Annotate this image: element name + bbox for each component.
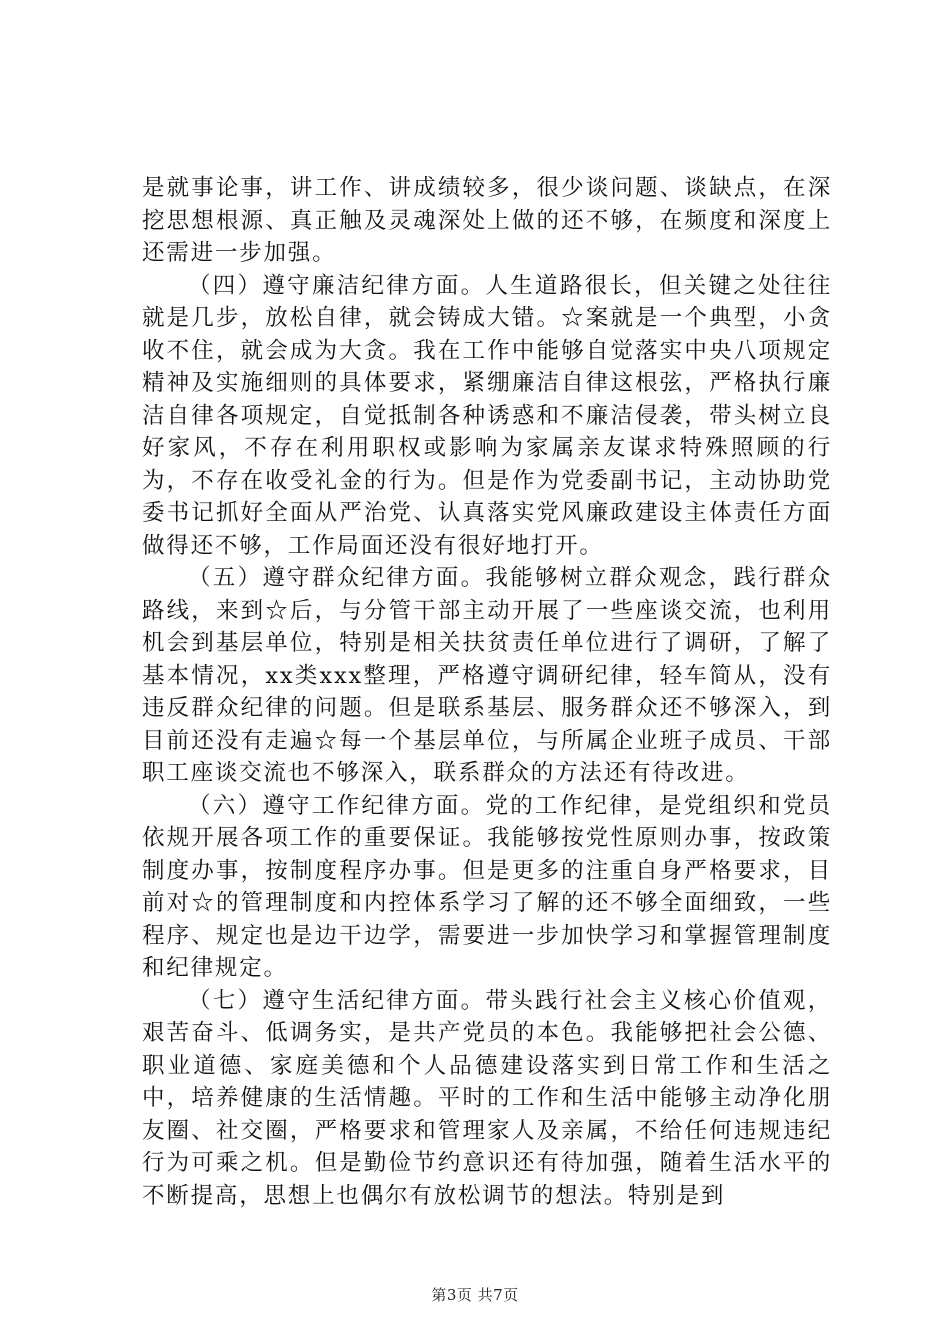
document-body	[142, 172, 832, 1212]
paragraph-continuation: 是就事论事，讲工作、讲成绩较多，很少谈问题、谈缺点，在深挖思想根源、真正触及灵魂深处上做的还不够，在频度和深度上还需进一步加强。	[142, 175, 832, 266]
paragraph-section-7: （七）遵守生活纪律方面。带头践行社会主义核心价值观，艰苦奋斗、低调务实，是共产党员的本色。我能够把社会公德、职业道德、家庭美德和个人品德建设落实到日常工作和生活之中，培养健康的生活情趣。平时的工作和生活中能够主动净化朋友圈、社交圈，严格要求和管理家人及亲属，不给任何违规违纪行为可乘之机。但是勤俭节约意识还有待加强，随着生活水平的不断提高，思想上也偶尔有放松调节的想法。特别是到	[142, 987, 832, 1209]
paragraph-section-4: （四）遵守廉洁纪律方面。人生道路很长，但关键之处往往就是几步，放松自律，就会铸成大错。☆案就是一个典型，小贪收不住，就会成为大贪。我在工作中能够自觉落实中央八项规定精神及实施细则的具体要求，紧绷廉洁自律这根弦，严格执行廉洁自律各项规定，自觉抵制各种诱惑和不廉洁侵袭，带头树立良好家风，不存在利用职权或影响为家属亲友谋求特殊照顾的行为，不存在收受礼金的行为。但是作为党委副书记，主动协助党委书记抓好全面从严治党、认真落实党风廉政建设主体责任方面做得还不够，工作局面还没有很好地打开。	[142, 272, 832, 559]
paragraph-section-6: （六）遵守工作纪律方面。党的工作纪律，是党组织和党员依规开展各项工作的重要保证。我能够按党性原则办事，按政策制度办事，按制度程序办事。但是更多的注重自身严格要求，目前对☆的管理制度和内控体系学习了解的还不够全面细致，一些程序、规定也是边干边学，需要进一步加快学习和掌握管理制度和纪律规定。	[142, 792, 832, 981]
page-number-footer: 第3页 共7页	[431, 1286, 519, 1304]
paragraph-section-5: （五）遵守群众纪律方面。我能够树立群众观念，践行群众路线，来到☆后，与分管干部主动开展了一些座谈交流，也利用机会到基层单位，特别是相关扶贫责任单位进行了调研，了解了基本情况，xx类xxx整理，严格遵守调研纪律，轻车简从，没有违反群众纪律的问题。但是联系基层、服务群众还不够深入，到目前还没有走遍☆每一个基层单位，与所属企业班子成员、干部职工座谈交流也不够深入，联系群众的方法还有待改进。	[142, 565, 832, 786]
